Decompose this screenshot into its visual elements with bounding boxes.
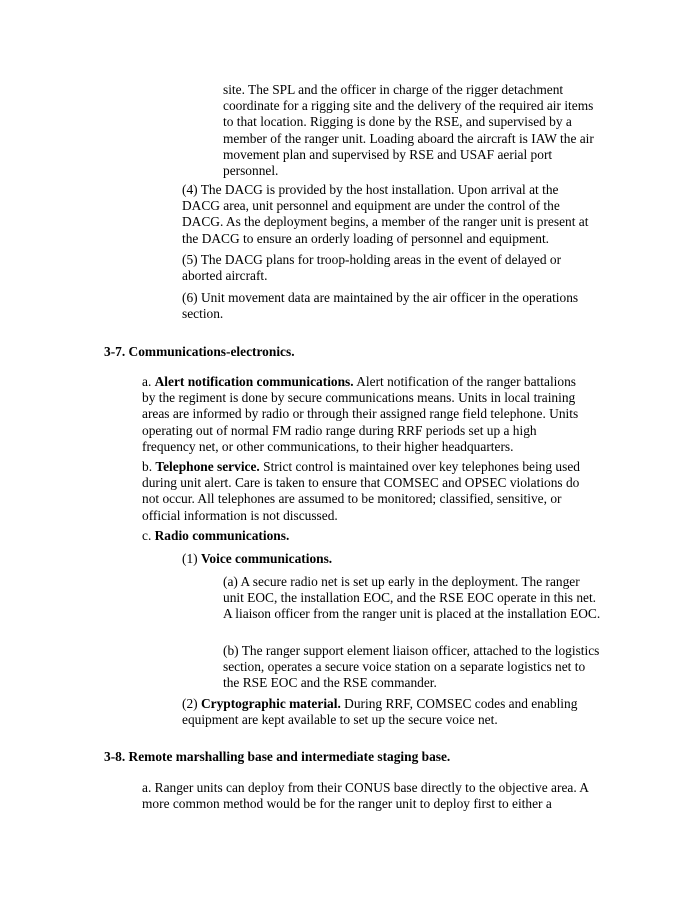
paragraph-body: Alert notification of the ranger battalions by the regiment is done by secure communications means. Units in local training areas are informed by radio or through their assigned range field telephone. Units operating out of normal FM radio range during RRF periods set up a high frequency net, or other communications, to their higher headquarters. (142, 374, 579, 454)
item-prefix: (2) (182, 696, 201, 711)
paragraph-c2-cryptographic-material (182, 696, 592, 728)
paragraph-rigging-site: site. The SPL and the officer in charge of the rigger detachment coordinate for a rigging site and the delivery of the required air items to that location. Rigging is done by the RSE, and supervised by a member of the ranger unit. Loading aboard the aircraft is IAW the air movement plan and supervised by RSE and USAF aerial port personnel. (223, 82, 594, 179)
item-prefix: b. (142, 459, 156, 474)
run-in-title: Radio communications. (154, 528, 290, 543)
item-prefix: c. (142, 528, 155, 543)
paragraph-c1b-liaison-officer: (b) The ranger support element liaison officer, attached to the logistics section, operates a secure voice station on a separate logistics net to the RSE EOC and the RSE commander. (223, 643, 600, 691)
paragraph-c1a-secure-radio-net: (a) A secure radio net is set up early in the deployment. The ranger unit EOC, the installation EOC, and the RSE EOC operate in this net. A liaison officer from the ranger unit is placed at the installation EOC. (223, 574, 601, 622)
paragraph-c-radio-communications (142, 528, 592, 544)
paragraph-b-telephone-service (142, 459, 592, 524)
paragraph-4-dacg: (4) The DACG is provided by the host installation. Upon arrival at the DACG area, unit personnel and equipment are under the control of the DACG. As the deployment begins, a member of the ranger unit is present at the DACG to ensure an orderly loading of personnel and equipment. (182, 182, 589, 246)
run-in-title: Cryptographic material. (200, 696, 341, 711)
paragraph-c1-voice-communications (182, 551, 592, 567)
run-in-title: Telephone service. (155, 459, 260, 474)
paragraph-3-8-a-deployment: a. Ranger units can deploy from their CONUS base directly to the objective area. A more common method would be for the ranger unit to deploy first to either a (142, 780, 589, 812)
run-in-title: Voice communications. (200, 551, 333, 566)
section-heading-3-8: 3-8. Remote marshalling base and intermediate staging base. (104, 749, 451, 764)
paragraph-a-alert-notification (142, 374, 592, 455)
paragraph-body: During RRF, COMSEC codes and enabling equipment are kept available to set up the secure voice net. (182, 696, 578, 728)
run-in-title: Alert notification communications. (154, 374, 354, 389)
item-prefix: (1) (182, 551, 201, 566)
section-heading-3-7: 3-7. Communications-electronics. (104, 344, 295, 359)
paragraph-body: Strict control is maintained over key telephones being used during unit alert. Care is taken to ensure that COMSEC and OPSEC violations do not occur. All telephones are assumed to be monitored; classified, sensitive, or official information is not discussed. (142, 459, 580, 523)
item-prefix: a. (142, 374, 155, 389)
paragraph-6-unit-movement: (6) Unit movement data are maintained by the air officer in the operations section. (182, 290, 579, 322)
paragraph-5-troop-holding: (5) The DACG plans for troop-holding areas in the event of delayed or aborted aircraft. (182, 252, 562, 284)
